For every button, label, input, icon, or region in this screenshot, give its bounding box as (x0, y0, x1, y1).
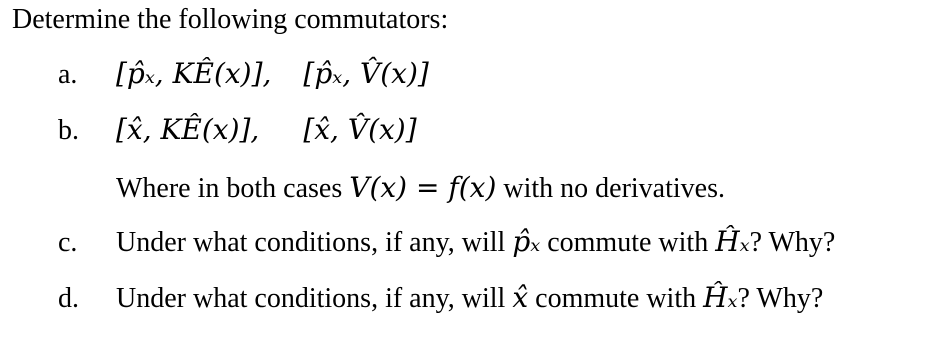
item-c-label: c. (58, 227, 78, 258)
item-b-note-tail: with no derivatives. (496, 173, 725, 204)
item-d-text-2: commute with (528, 283, 704, 314)
item-b-expr-1: [x̂, KÊ(x)], (116, 113, 260, 146)
item-b-label: b. (58, 115, 79, 146)
item-c (58, 224, 835, 261)
intro-heading: Determine the following commutators: (12, 4, 449, 35)
item-d (58, 280, 823, 317)
item-c-text-3: ? Why? (749, 227, 836, 258)
item-c-text-2: commute with (540, 227, 716, 258)
item-d-operator-x: x̂ (512, 281, 529, 314)
item-d-text-1: Under what conditions, if any, will (116, 283, 513, 314)
item-c-operator-p: p̂ₓ (512, 225, 541, 258)
item-b-note-math: V(x) = f(x) (349, 171, 497, 204)
item-b-expr-2: [x̂, V̂(x)] (303, 113, 417, 146)
item-c-operator-h: Ĥₓ (715, 225, 750, 258)
item-a-expr-2: [p̂ₓ, V̂(x)] (303, 57, 429, 90)
item-d-label: d. (58, 283, 79, 314)
item-d-text-3: ? Why? (737, 283, 824, 314)
item-c-text-1: Under what conditions, if any, will (116, 227, 513, 258)
item-b-note (116, 170, 725, 207)
item-b-note-text: Where in both cases (116, 173, 350, 204)
item-a-label: a. (58, 59, 78, 90)
item-b (58, 112, 417, 149)
item-a-expr-1: [p̂ₓ, KÊ(x)], (116, 57, 272, 90)
item-d-operator-h: Ĥₓ (703, 281, 738, 314)
item-a (58, 56, 429, 93)
